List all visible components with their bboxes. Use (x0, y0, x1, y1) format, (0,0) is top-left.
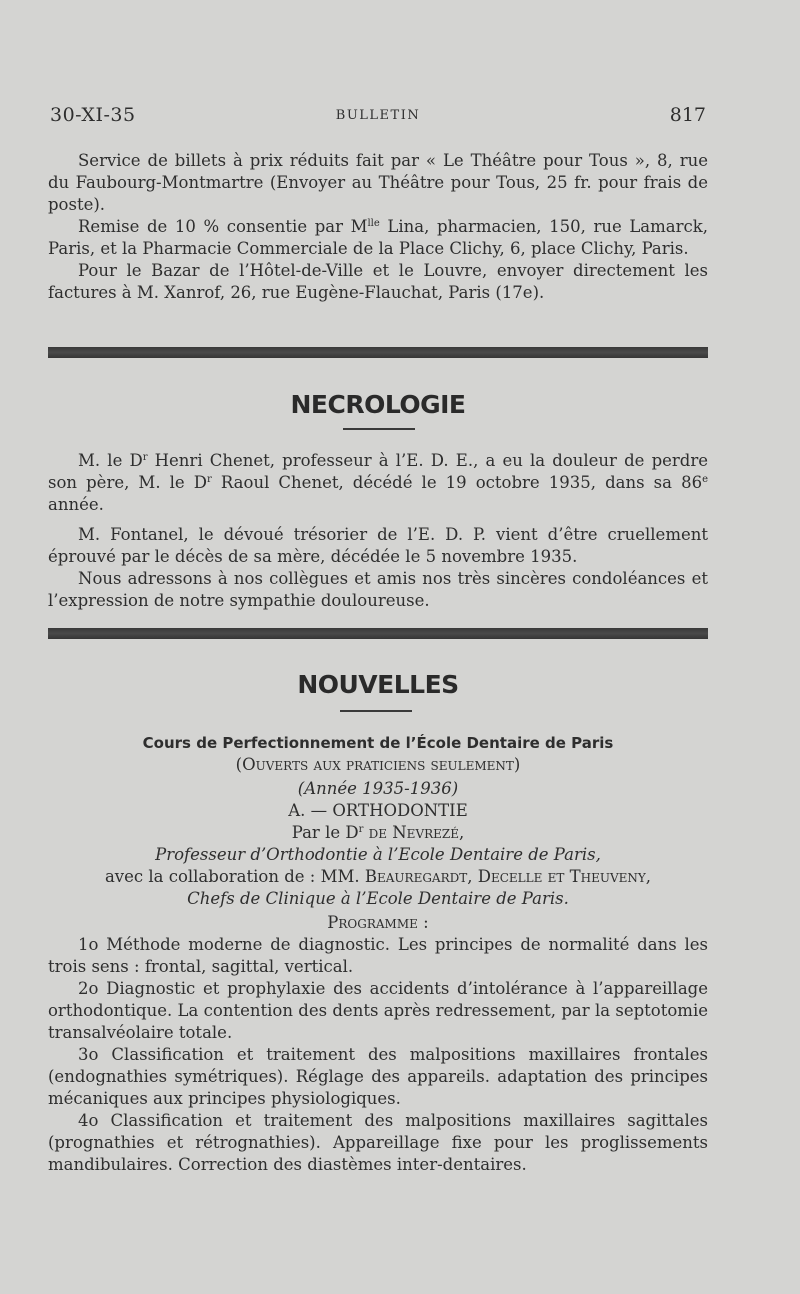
section-title-necrologie: NECROLOGIE (290, 390, 466, 419)
intro-paragraph: Remise de 10 % consentie par $M^{lle}$ Lina, pharmacien, 150, rue Lamarck, Paris, et la Pharmacie Commerciale de la Place Clichy, 6, place Clichy, Paris. (48, 217, 708, 258)
course-subtitle: (Ouverts aux praticiens seulement) (235, 755, 521, 774)
necrologie-paragraph: M. Fontanel, le dévoué trésorier de l’E. D. P. vient d’être cruellement éprouvé par le décès de sa mère, décédée le 5 novembre 1935. (48, 525, 708, 566)
intro-paragraph: Service de billets à prix réduits fait par « Le Théâtre pour Tous », 8, rue du Faubourg-Montmartre (Envoyer au Théâtre pour Tous, 25 fr. pour frais de poste). (48, 151, 708, 214)
programme-heading: Programme : (327, 913, 429, 932)
title-underline (343, 428, 415, 430)
necrologie-section (48, 450, 708, 612)
section-title-nouvelles: NOUVELLES (297, 670, 459, 699)
page-number: 817 (669, 104, 706, 126)
necrologie-paragraph: M. le $D^r$ Henri Chenet, professeur à l’E. D. E., a eu la douleur de perdre son père, M. le $D^r$ Raoul Chenet, décédé le 19 octobre 1935, dans sa 86e année. (48, 451, 708, 514)
section-divider-bar (48, 628, 708, 639)
running-header (50, 104, 706, 130)
course-chefs: Chefs de Clinique à l’Ecole Dentaire de Paris. (187, 889, 569, 908)
programme-item: 2o Diagnostic et prophylaxie des accidents d’intolérance à l’appareillage orthodontique. La contention des dents après redressement, par la septotomie transalvéolaire totale. (48, 979, 708, 1042)
programme-item: 4o Classification et traitement des malpositions maxillaires sagittales (prognathies et rétrognathies). Appareillage fixe pour les proglissements mandibulaires. Correction des diastèmes inter-dentaires. (48, 1111, 708, 1174)
course-title: Cours de Perfectionnement de l’École Dentaire de Paris (142, 734, 614, 752)
course-year: (Année 1935-1936) (297, 779, 459, 798)
course-section: A. — ORTHODONTIE (288, 801, 468, 820)
course-professor: Professeur d’Orthodontie à l’Ecole Dentaire de Paris, (155, 845, 601, 864)
nouvelles-section (48, 732, 708, 1176)
necrologie-paragraph: Nous adressons à nos collègues et amis nos très sincères condoléances et l’expression de notre sympathie douloureuse. (48, 569, 708, 610)
header-title: BULLETIN (335, 108, 421, 123)
programme-item: 1o Méthode moderne de diagnostic. Les principes de normalité dans les trois sens : frontal, sagittal, vertical. (48, 935, 708, 976)
course-instructor: Par le $D^r$ de Nevrezé, (291, 823, 465, 842)
course-collaborators: avec la collaboration de : MM. Beauregardt, Decelle et Theuveny, (104, 867, 652, 886)
section-divider-bar (48, 347, 708, 358)
header-date: 30-XI-35 (50, 104, 136, 126)
intro-section (48, 150, 708, 304)
programme-item: 3o Classification et traitement des malpositions maxillaires frontales (endognathies symétriques). Réglage des appareils. adaptation des principes mécaniques aux principes physiologiques. (48, 1045, 708, 1108)
title-underline (340, 710, 412, 712)
intro-paragraph: Pour le Bazar de l’Hôtel-de-Ville et le Louvre, envoyer directement les factures à M. Xanrof, 26, rue Eugène-Flauchat, Paris (17e). (48, 261, 708, 302)
